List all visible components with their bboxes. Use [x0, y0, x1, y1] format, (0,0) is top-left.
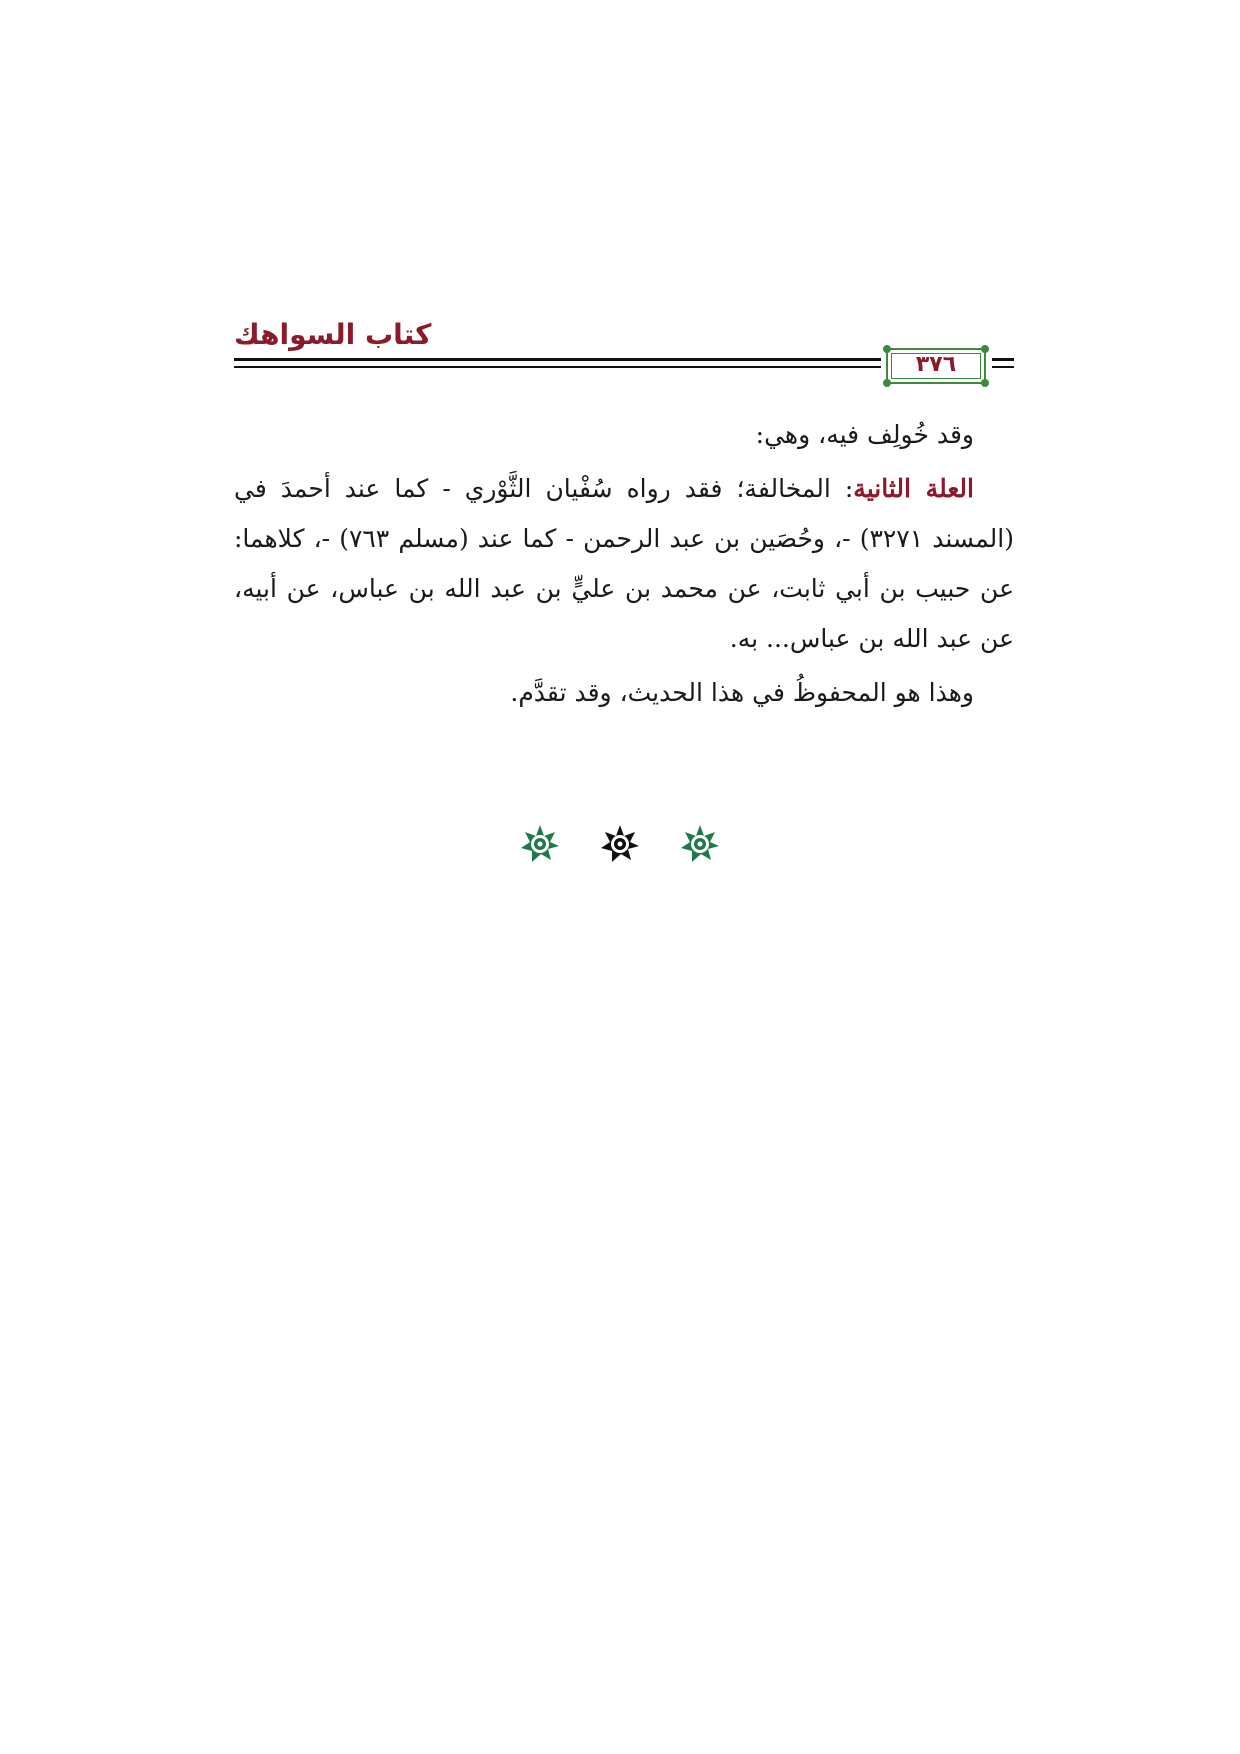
- book-title: كتاب السواهك: [234, 318, 432, 351]
- main-text: [234, 410, 1014, 722]
- header-rule-top: [234, 358, 881, 361]
- paragraph-intro: [234, 410, 1014, 460]
- paragraph-second-defect: [234, 464, 1014, 664]
- green-star-flower-icon: [520, 824, 560, 864]
- header-rule-short-bottom: [992, 366, 1014, 368]
- green-star-flower-icon: [680, 824, 720, 864]
- page-number-badge: [886, 348, 986, 384]
- black-star-flower-icon: [600, 824, 640, 864]
- header-rule-short-top: [992, 358, 1014, 361]
- paragraph-text: : المخالفة؛ فقد رواه سُفْيان الثَّوْري - كما عند أحمدَ في (المسند ٣٢٧١) -، وحُصَين بن عبد الرحمن - كما عند (مسلم ٧٦٣) -، كلاهما: عن حبيب بن أبي ثابت، عن محمد بن عليٍّ بن عبد الله بن عباس، عن أبيه، عن عبد الله بن عباس... به.: [234, 474, 1015, 653]
- page-number: ٣٧٦: [915, 352, 957, 377]
- section-term: العلة الثانية: [853, 474, 974, 503]
- paragraph-text: وقد خُولِف فيه، وهي:: [755, 420, 974, 449]
- section-end-ornament: [520, 822, 720, 866]
- badge-corner-ornament: [883, 379, 891, 387]
- header-rule-bottom: [234, 366, 881, 368]
- page-header: [234, 318, 1014, 390]
- paragraph-text: وهذا هو المحفوظُ في هذا الحديث، وقد تقدَّم.: [510, 678, 974, 707]
- paragraph-conclusion: [234, 668, 1014, 718]
- badge-corner-ornament: [981, 379, 989, 387]
